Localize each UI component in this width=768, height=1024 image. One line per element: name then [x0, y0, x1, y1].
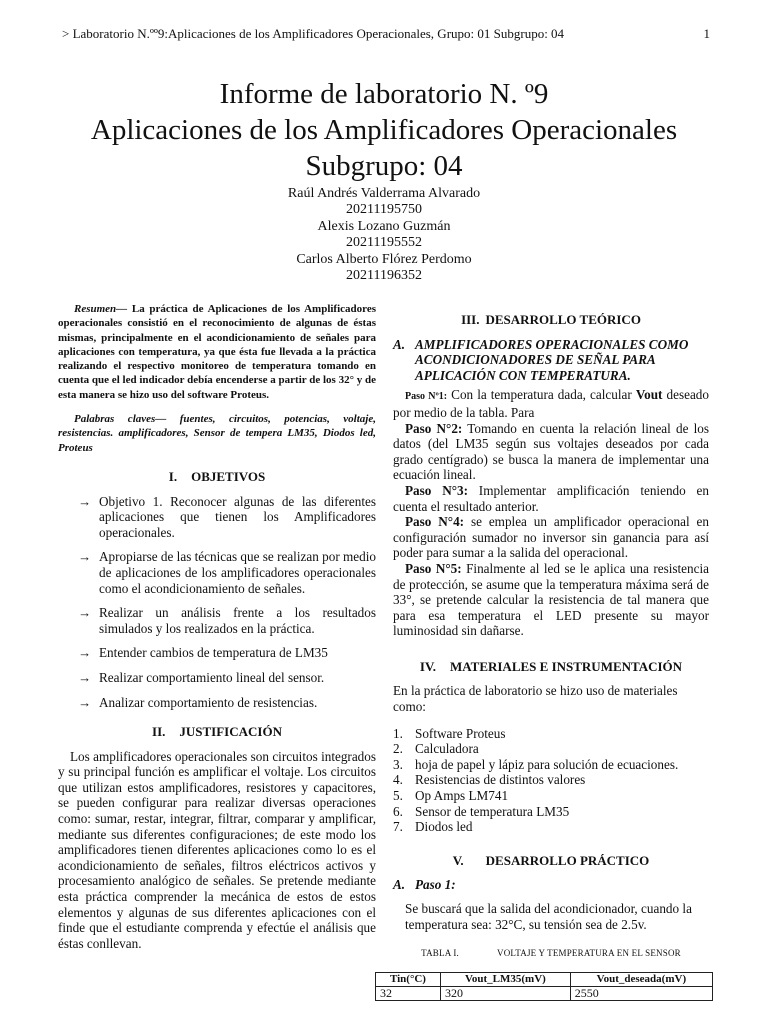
data-table — [375, 972, 713, 1001]
list-item: 7. Diodos led — [393, 819, 473, 835]
materials-list — [393, 726, 709, 835]
list-item: 1. Software Proteus — [393, 725, 506, 741]
author-id: 20211195750 — [346, 202, 422, 218]
list-item: → Entender cambios de temperatura de LM35 — [58, 645, 376, 661]
keywords: Palabras claves— fuentes, circuitos, potencias, voltaje, resistencias. amplificadores, Sensor de tempera LM35, Diodos led, Proteus — [58, 413, 376, 454]
right-column — [380, 302, 709, 1001]
abstract-text: La práctica de Aplicaciones de los Amplificadores operacionales consistió en el reconocimiento de algunas de éstas mismas, principalmente en el acondicionamiento de señales para aplicaciones con temperatura, ya que ésta fue llevada a la práctica realizando el respectivo monitoreo de temperatura tomando en cuenta que el led indicador debía encenderse a partir de los 32° y de esta manera se hizo uso del software Proteus. — [58, 303, 376, 401]
author-name: Alexis Lozano Guzmán — [317, 218, 451, 234]
section-heading-justificacion: II. JUSTIFICACIÓN — [152, 724, 282, 740]
authors-block — [0, 186, 768, 284]
table-cell: 32 — [376, 986, 441, 1000]
arrow-icon: → — [78, 549, 92, 565]
materials-intro: En la práctica de laboratorio se hizo uso de materiales como: — [393, 683, 678, 715]
arrow-icon: → — [78, 645, 92, 661]
list-item: → Realizar comportamiento lineal del sensor. — [58, 670, 376, 686]
running-header — [62, 26, 710, 42]
section-heading-practico: V. DESARROLLO PRÁCTICO — [452, 852, 650, 868]
title-line-2: Aplicaciones de los Amplificadores Operacionales — [90, 114, 678, 146]
justification-text: Los amplificadores operacionales son circuitos integrados y su principal función es amplificar el voltaje. Los circuitos que utilizan estos amplificadores, resistores y capacitores, se pueden configurar para realizar diversas operaciones como: sumar, restar, integrar, filtrar, comparar y amplificar, mediante sus diferentes configuraciones; de este modo los amplificadores tienen diferentes aplicaciones como lo es el acondicionamiento de señales, filtros eléctricos activos y procesamiento analógico de señales. Se pretende mediante esta práctica comprender la mecánica de estos de estos elementos y algunas de sus diferentes aplicaciones con el finde que el estudiante comprenda y efectúe el análisis que éstas conllevan. — [58, 748, 376, 951]
author-id: 20211196352 — [346, 268, 422, 284]
list-item: 4. Resistencias de distintos valores — [393, 772, 586, 788]
table-row — [376, 986, 713, 1000]
step-5: Paso N°5: Finalmente al led se le aplica una resistencia de protección, se asume que la temperatura máxima será de 33°, se pretende calcular la resistencia de tal manera que para esa temperatura el LED presente su mayor luminosidad sin dañarse. — [393, 560, 709, 639]
table-header-cell: Vout_deseada(mV) — [570, 972, 712, 986]
author-name: Raúl Andrés Valderrama Alvarado — [287, 186, 481, 201]
step-2: Paso N°2: Tomando en cuenta la relación lineal de los datos (del LM35 según sus voltajes deseados por cada grado centígrado) se busca la manera de implementar una ecuación lineal. — [393, 420, 709, 483]
arrow-icon: → — [78, 694, 92, 710]
table-cell: 2550 — [570, 986, 712, 1000]
step-1-text: Se buscará que la salida del acondicionador, cuando la temperatura sea: 32°C, su tensión sea de 2.5v. — [405, 901, 692, 932]
table-caption: TABLA I. VOLTAJE Y TEMPERATURA EN EL SENSOR — [421, 948, 681, 959]
author-name: Carlos Alberto Flórez Perdomo — [296, 251, 472, 267]
list-item: → Analizar comportamiento de resistencias. — [58, 695, 376, 711]
title-line-1: Informe de laboratorio N. º9 — [219, 78, 549, 110]
author-id: 20211195552 — [346, 235, 422, 251]
section-heading-teorico: III. DESARROLLO TEÓRICO — [461, 312, 641, 327]
subsection-heading: A. AMPLIFICADORES OPERACIONALES COMO ACONDICIONADORES DE SEÑAL PARA APLICACIÓN CON TEMPERATURA. — [393, 336, 689, 383]
list-item: 2. Calculadora — [393, 741, 479, 757]
table-header-cell: Tin(°C) — [376, 972, 441, 986]
table-header-row — [376, 972, 713, 986]
left-column — [58, 302, 376, 951]
step-3: Paso N°3: Implementar amplificación teniendo en cuenta el resultado anterior. — [393, 482, 709, 514]
objectives-list — [58, 494, 376, 711]
list-item: 6. Sensor de temperatura LM35 — [393, 803, 570, 819]
abstract — [58, 302, 376, 402]
list-item: → Apropiarse de las técnicas que se realizan por medio de aplicaciones de los amplificadores operacionales como el acondicionamiento de señales. — [58, 549, 376, 596]
step-4: Paso N°4: se emplea un amplificador operacional en configuración sumador no inversor sin ganancia para así poder para sumar a la salida del operacional. — [393, 514, 709, 561]
section-heading-objetivos: I. OBJETIVOS — [168, 468, 266, 484]
arrow-icon: → — [78, 493, 92, 509]
step-1: Paso Nº1: Con la temperatura dada, calcular Vout deseado por medio de la tabla. Para — [393, 387, 709, 420]
section-heading-materiales: IV. MATERIALES E INSTRUMENTACIÓN — [419, 658, 683, 674]
list-item: 3. hoja de papel y lápiz para solución de ecuaciones. — [393, 756, 679, 772]
title-line-3: Subgrupo: 04 — [305, 150, 463, 182]
list-item: 5. Op Amps LM741 — [393, 788, 509, 804]
arrow-icon: → — [78, 605, 92, 621]
table-header-cell: Vout_LM35(mV) — [440, 972, 570, 986]
list-item: → Objetivo 1. Reconocer algunas de las diferentes aplicaciones que tienen los Amplificadores operacionales. — [58, 494, 376, 541]
table-cell: 320 — [440, 986, 570, 1000]
arrow-icon: → — [78, 669, 92, 685]
subsection-heading: A. Paso 1: — [393, 877, 456, 893]
abstract-label: Resumen— — [74, 303, 128, 315]
paper-title — [0, 76, 768, 184]
page-number: 1 — [703, 26, 710, 41]
running-title: > Laboratorio N.ºº9:Aplicaciones de los Amplificadores Operacionales, Grupo: 01 Subgrupo: 04 — [62, 26, 565, 41]
list-item: → Realizar un análisis frente a los resultados simulados y los realizados en la práctica. — [58, 605, 376, 636]
